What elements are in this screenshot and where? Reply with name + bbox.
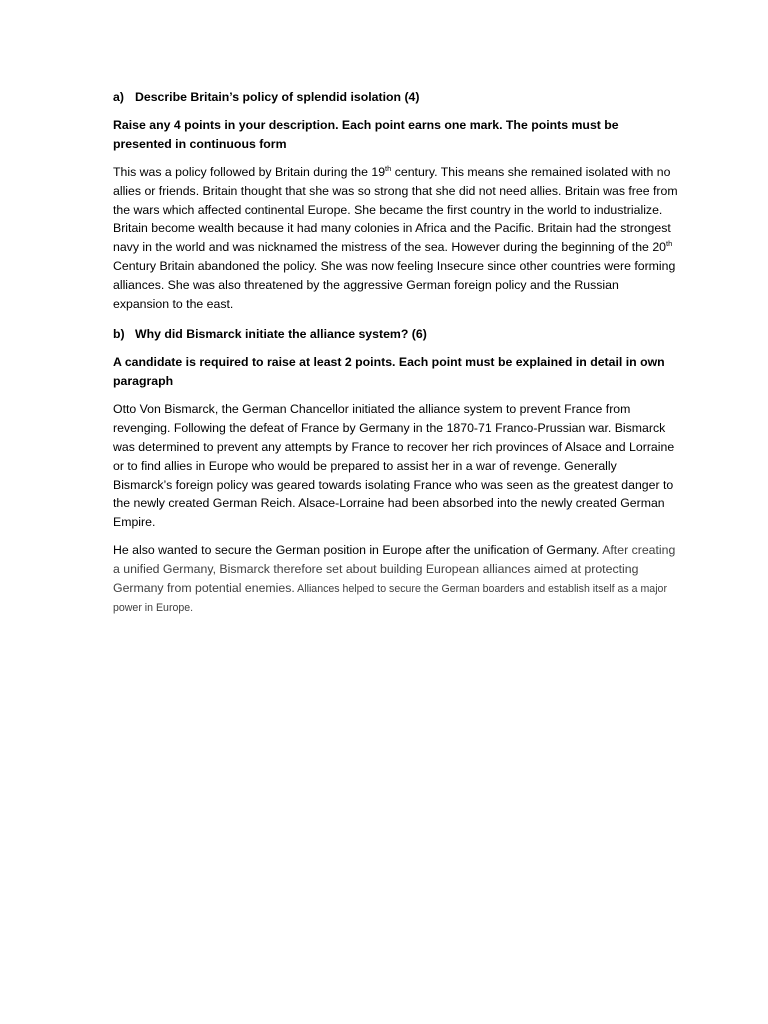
question-a-heading: [113, 88, 678, 107]
question-b-letter: b): [113, 327, 125, 342]
answer-b-main-text: He also wanted to secure the German position in Europe after the unification of Germany.: [113, 542, 600, 557]
question-a-text: Describe Britain’s policy of splendid isolation (4): [135, 90, 420, 104]
question-b-answer-paragraph-2: [113, 541, 678, 618]
answer-b-grey-text: After creating a unified Germany, Bismarck therefore set about building European alliances aimed at protecting Germany from potential enemies.: [113, 542, 676, 595]
question-b-instruction: A candidate is required to raise at least 2 points. Each point must be explained in detail in own paragraph: [113, 355, 665, 389]
question-b-text: Why did Bismarck initiate the alliance system? (6): [135, 327, 427, 342]
answer-a-part3: Century Britain abandoned the policy. She was now feeling Insecure since other countries were forming alliances. She was also threatened by the aggressive German foreign policy and the Russian expansion to the east.: [113, 258, 676, 311]
question-a-instruction: Raise any 4 points in your description. Each point earns one mark. The points must be presented in continuous form: [113, 118, 619, 151]
answer-a-part2: century. This means she remained isolated with no allies or friends. Britain thought that she was so strong that she did not need allies. Britain was free from the wars which affected continental Europe. She became the first country in the world to industrialize. Britain become wealth because it had many colonies in Africa and the Pacific. Britain had the strongest navy in the world and was nicknamed the mistress of the sea. However during the beginning of the 20: [113, 165, 678, 255]
question-a-answer: [113, 163, 678, 313]
answer-a-part1: This was a policy followed by Britain during the 19: [113, 165, 386, 179]
question-b-answer-paragraph-1: Otto Von Bismarck, the German Chancellor initiated the alliance system to prevent France from revenging. Following the defeat of France by Germany in the 1870-71 Franco-Prussian war. Bismarck was determined to prevent any attempts by France to recover her rich provinces of Alsace and Lorraine or to find allies in Europe who would be prepared to assist her in a war of revenge. Generally Bismarck’s foreign policy was geared towards isolating France who was seen as the greatest danger to the newly created German Reich. Alsace-Lorraine had been absorbed into the newly created German Empire.: [113, 402, 675, 530]
document-page: [113, 88, 678, 627]
answer-b-small-text: Alliances helped to secure the German boarders and establish itself as a major power in Europe.: [113, 582, 667, 615]
answer-a-superscript-2: th: [666, 239, 673, 249]
question-a-letter: a): [113, 90, 124, 104]
answer-a-superscript-1: th: [385, 163, 392, 173]
question-b-heading: [113, 325, 678, 344]
